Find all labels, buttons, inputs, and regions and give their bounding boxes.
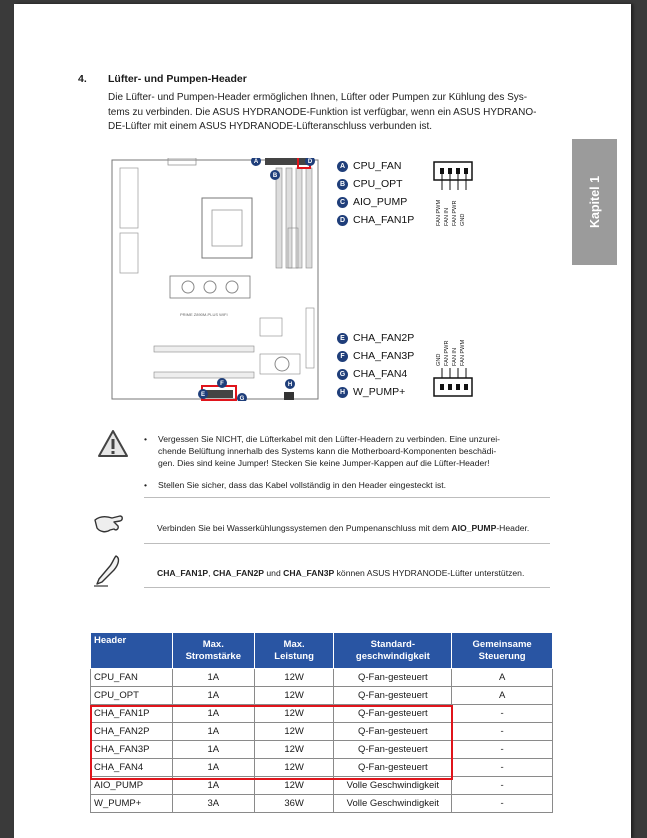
legend-badge: F [337, 351, 348, 362]
legend-bottom [337, 329, 414, 401]
table-cell: 12W [254, 669, 334, 687]
table-row [91, 795, 553, 813]
pin-label: GND [460, 213, 466, 226]
col-header-text: Max. [202, 638, 224, 650]
bottom-connector-icon [432, 368, 474, 398]
pen-icon [92, 554, 122, 588]
warning-icon [96, 428, 130, 460]
table-cell: - [452, 795, 553, 813]
col-header [254, 633, 334, 669]
table-cell: AIO_PUMP [91, 777, 173, 795]
table-cell: 1A [172, 705, 254, 723]
warning-line: Stellen Sie sicher, dass das Kabel vollständig in den Header eingesteckt ist. [158, 480, 447, 490]
col-header [334, 633, 452, 669]
legend-badge: B [337, 179, 348, 190]
col-header-text: Standard- [370, 638, 416, 650]
col-header [452, 633, 553, 669]
table-cell: Q-Fan-gesteuert [334, 741, 452, 759]
legend-badge: H [337, 387, 348, 398]
note-suffix: können ASUS HYDRANODE-Lüfter unterstützen. [334, 568, 525, 578]
legend-badge: A [337, 161, 348, 172]
table-cell: Q-Fan-gesteuert [334, 759, 452, 777]
chapter-tab-label: Kapitel 1 [587, 175, 602, 229]
table-cell: 1A [172, 687, 254, 705]
table-cell: - [452, 723, 553, 741]
table-cell: Volle Geschwindigkeit [334, 795, 452, 813]
table-cell: - [452, 759, 553, 777]
table-cell: A [452, 669, 553, 687]
table-cell: 12W [254, 759, 334, 777]
intro-line: DE-Lüfter mit einem ASUS HYDRANODE-Lüfteranschluss verbunden ist. [108, 121, 433, 132]
table-cell: CHA_FAN3P [91, 741, 173, 759]
table-cell: W_PUMP+ [91, 795, 173, 813]
intro-line: Die Lüfter- und Pumpen-Header ermöglichen Ihnen, Lüfter oder Pumpen zur Kühlung des Sys- [108, 92, 528, 103]
legend-label: CHA_FAN3P [353, 350, 415, 362]
section-number: 4. [78, 73, 87, 85]
table-cell: 12W [254, 687, 334, 705]
pin-label: FAN IN [444, 207, 450, 226]
col-header-text: Gemeinsame [472, 638, 532, 650]
legend-top [337, 157, 414, 229]
table-row [91, 741, 553, 759]
table-cell: CPU_OPT [91, 687, 173, 705]
table-cell: 1A [172, 723, 254, 741]
motherboard-diagram [110, 158, 320, 401]
pump-note-header: AIO_PUMP [451, 523, 497, 533]
board-badge-b-label: B [272, 173, 278, 179]
table-row [91, 723, 553, 741]
col-header-text: Max. [283, 638, 305, 650]
legend-label: CHA_FAN1P [353, 214, 415, 226]
legend-label: CHA_FAN2P [353, 332, 415, 344]
col-header: Header [91, 633, 173, 669]
note-sep: , [208, 568, 213, 578]
table-cell: 1A [172, 669, 254, 687]
hydranode-note [157, 567, 557, 579]
table-cell: - [452, 777, 553, 795]
board-badge-h-label: H [287, 382, 293, 388]
warning-line: gen. Dies sind keine Jumper! Stecken Sie keine Jumper-Kappen auf die Lüfter-Header! [158, 458, 490, 468]
table-cell: A [452, 687, 553, 705]
board-model-label: PRIME Z890M-PLUS WIFI [180, 312, 228, 317]
legend-label: CHA_FAN4 [353, 368, 408, 380]
col-header-text: Steuerung [478, 650, 526, 662]
table-cell: 1A [172, 759, 254, 777]
divider [144, 543, 550, 544]
bullet: • [144, 480, 148, 490]
col-header [172, 633, 254, 669]
table-cell: 36W [254, 795, 334, 813]
divider [144, 587, 550, 588]
pin-label: FAN PWM [460, 339, 466, 366]
table-cell: 12W [254, 705, 334, 723]
table-cell: CPU_FAN [91, 669, 173, 687]
pump-note-prefix: Verbinden Sie bei Wasserkühlungssystemen den Pumpenanschluss mit dem [157, 523, 452, 533]
note-fan1: CHA_FAN1P [157, 568, 209, 578]
pin-label: GND [436, 353, 442, 366]
legend-label: AIO_PUMP [353, 196, 408, 208]
section-title: Lüfter- und Pumpen-Header [108, 73, 247, 85]
legend-label: W_PUMP+ [353, 386, 406, 398]
pin-label: FAN PWR [444, 340, 450, 366]
table-header-row [91, 633, 553, 669]
table-cell: CHA_FAN1P [91, 705, 173, 723]
table-row [91, 705, 553, 723]
table-cell: Q-Fan-gesteuert [334, 723, 452, 741]
note-fan2: CHA_FAN2P [212, 568, 264, 578]
board-badge-f-label: F [220, 381, 224, 387]
pin-label: FAN IN [452, 347, 458, 366]
table-cell: CHA_FAN4 [91, 759, 173, 777]
table-cell: Q-Fan-gesteuert [334, 669, 452, 687]
warning-line: chende Belüftung innerhalb des Systems kann die Motherboard-Komponenten beschädi- [158, 446, 497, 456]
note-fan3: CHA_FAN3P [283, 568, 335, 578]
chapter-tab [572, 139, 617, 265]
pin-label: FAN PWM [436, 199, 442, 226]
table-cell: 12W [254, 741, 334, 759]
legend-label: CPU_FAN [353, 160, 402, 172]
col-header-text: Stromstärke [185, 650, 242, 662]
col-header-text: geschwindigkeit [355, 650, 430, 662]
warning-line: Vergessen Sie NICHT, die Lüfterkabel mit den Lüfter-Headern zu verbinden. Eine unzurei- [158, 434, 501, 444]
board-badge-g-label: G [239, 396, 245, 401]
table-cell: 12W [254, 723, 334, 741]
table-cell: Q-Fan-gesteuert [334, 705, 452, 723]
legend-badge: G [337, 369, 348, 380]
intro-line: tems zu verbinden. Die ASUS HYDRANODE-Funktion ist verfügbar, wenn ein ASUS HYDRANO- [108, 106, 537, 118]
divider [144, 497, 550, 498]
col-header-text: Leistung [274, 650, 314, 662]
top-connector-icon [432, 160, 474, 190]
intro-paragraph [108, 91, 548, 135]
fan-header-table [90, 632, 553, 813]
table-row [91, 669, 553, 687]
table-row [91, 759, 553, 777]
board-badge-d-label: D [307, 159, 313, 165]
legend-badge: C [337, 197, 348, 208]
table-cell: - [452, 705, 553, 723]
table-row [91, 777, 553, 795]
legend-badge: E [337, 333, 348, 344]
legend-badge: D [337, 215, 348, 226]
pump-note [157, 522, 557, 534]
pin-label: FAN PWR [452, 200, 458, 226]
table-cell: CHA_FAN2P [91, 723, 173, 741]
table-cell: 1A [172, 777, 254, 795]
table-cell: Q-Fan-gesteuert [334, 687, 452, 705]
board-badge-e-label: E [200, 392, 206, 398]
note-sep: und [264, 568, 284, 578]
table-cell: 1A [172, 741, 254, 759]
pump-note-suffix: -Header. [496, 523, 530, 533]
bullet: • [144, 434, 148, 444]
hand-icon [92, 510, 126, 538]
table-row [91, 687, 553, 705]
table-cell: 12W [254, 777, 334, 795]
legend-label: CPU_OPT [353, 178, 403, 190]
table-cell: Volle Geschwindigkeit [334, 777, 452, 795]
table-cell: - [452, 741, 553, 759]
board-badge-a-label: A [253, 159, 259, 165]
table-cell: 3A [172, 795, 254, 813]
